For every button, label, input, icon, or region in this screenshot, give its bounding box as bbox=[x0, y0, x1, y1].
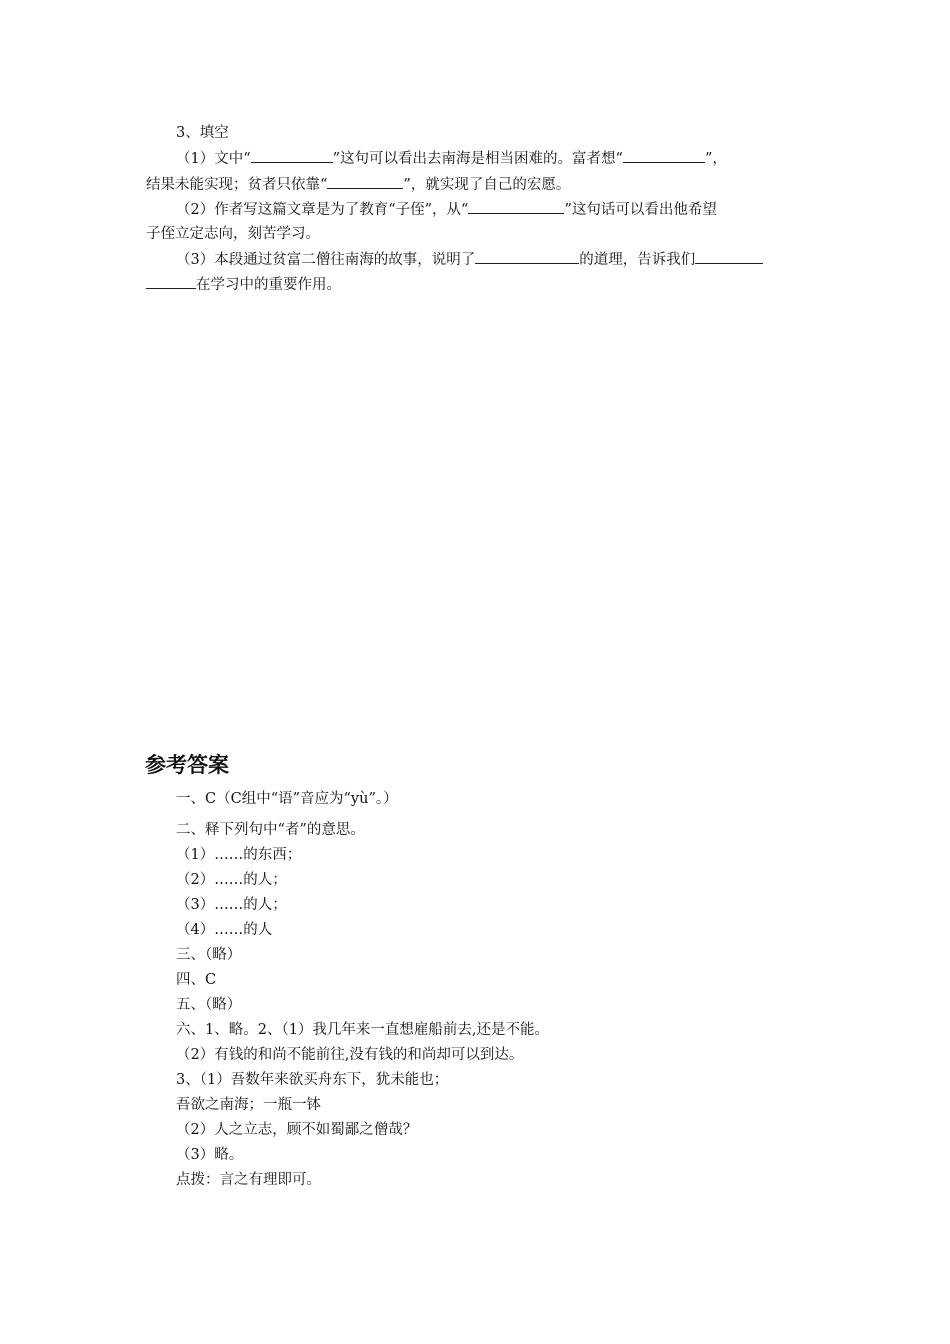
answer-line: （3）略。 bbox=[176, 1147, 244, 1163]
q1-text-d: 结果未能实现；贫者只依靠“ bbox=[146, 177, 328, 193]
answer-line: 六、1、略。2、（1）我几年来一直想雇船前去,还是不能。 bbox=[176, 1022, 550, 1038]
q2-text-a: （2）作者写这篇文章是为了教育“子侄”，从“ bbox=[176, 202, 469, 218]
q1-blank-2[interactable] bbox=[623, 148, 705, 163]
answer-line: 四、C bbox=[176, 972, 217, 988]
q3-line1 bbox=[176, 249, 763, 270]
q1-text-c: ”， bbox=[704, 151, 727, 167]
answer-line: 3、（1）吾数年来欲买舟东下，犹未能也； bbox=[176, 1072, 449, 1088]
section-title: 3、填空 bbox=[176, 125, 229, 141]
q1-line1 bbox=[176, 148, 727, 169]
answer-line: 一、C（C组中“语”音应为“yù”。） bbox=[176, 791, 398, 807]
q2-blank-1[interactable] bbox=[468, 199, 564, 214]
q3-text-b: 的道理，告诉我们 bbox=[579, 252, 696, 268]
q3-blank-2[interactable] bbox=[695, 249, 763, 264]
answer-line: 三、（略） bbox=[176, 947, 242, 963]
q2-line2: 子侄立定志向，刻苦学习。 bbox=[146, 226, 320, 242]
q3-blank-2-continued[interactable] bbox=[146, 274, 196, 289]
answer-line: （2）……的人； bbox=[176, 872, 287, 888]
answer-line: 五、（略） bbox=[176, 997, 242, 1013]
q1-text-a: （1）文中“ bbox=[176, 151, 251, 167]
q1-line2 bbox=[146, 174, 570, 195]
q1-blank-3[interactable] bbox=[327, 174, 403, 189]
answer-line: （3）……的人； bbox=[176, 897, 287, 913]
q3-text-a: （3）本段通过贫富二僧往南海的故事，说明了 bbox=[176, 252, 476, 268]
q1-text-b: ”这句可以看出去南海是相当困难的。富者想“ bbox=[332, 151, 623, 167]
answer-line: （1）……的东西； bbox=[176, 847, 302, 863]
q3-blank-1[interactable] bbox=[475, 249, 579, 264]
q2-text-b: ”这句话可以看出他希望 bbox=[564, 202, 717, 218]
answer-line: （2）人之立志，顾不如蜀鄙之僧哉？ bbox=[176, 1122, 418, 1138]
answer-line: 吾欲之南海；一瓶一钵 bbox=[176, 1097, 321, 1113]
q3-line2 bbox=[146, 274, 341, 295]
answer-line: （4）……的人 bbox=[176, 922, 273, 938]
q1-text-e: ”，就实现了自己的宏愿。 bbox=[403, 177, 571, 193]
q2-line1 bbox=[176, 199, 717, 220]
answers-heading: 参考答案 bbox=[145, 753, 229, 777]
q3-text-c: 在学习中的重要作用。 bbox=[196, 277, 341, 293]
answer-line: （2）有钱的和尚不能前往,没有钱的和尚却可以到达。 bbox=[176, 1047, 524, 1063]
answer-line: 二、释下列句中“者”的意思。 bbox=[176, 822, 365, 838]
answer-line: 点拨：言之有理即可。 bbox=[176, 1172, 321, 1188]
q1-blank-1[interactable] bbox=[251, 148, 333, 163]
